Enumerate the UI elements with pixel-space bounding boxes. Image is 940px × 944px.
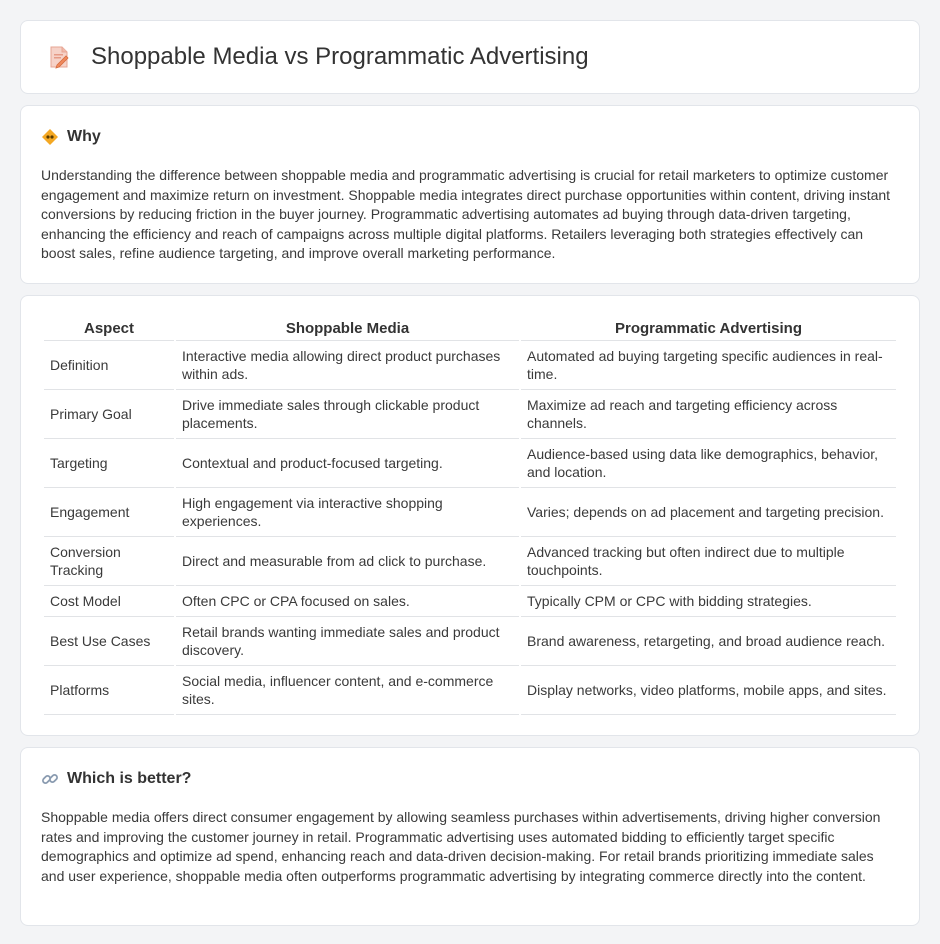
- document-pencil-icon: [47, 45, 71, 69]
- row-programmatic: Advanced tracking but often indirect due to multiple touchpoints.: [521, 537, 896, 586]
- row-shoppable: Drive immediate sales through clickable product placements.: [176, 390, 519, 439]
- comparison-table: [42, 317, 898, 715]
- row-aspect: Conversion Tracking: [44, 537, 174, 586]
- row-programmatic: Typically CPM or CPC with bidding strategies.: [521, 586, 896, 617]
- better-text: Shoppable media offers direct consumer engagement by allowing seamless purchases within advertisements, driving higher conversion rates and improving the customer journey in retail. Programmatic advertising uses automated bidding to efficiently target specific demographics and optimize ad spend, enhancing reach and data-driven decision-making. For retail brands prioritizing immediate sales and user experience, shoppable media often outperforms programmatic advertising by integrating commerce directly into the content.: [41, 809, 881, 884]
- table-row: [44, 537, 896, 586]
- row-aspect: Targeting: [44, 439, 174, 488]
- row-programmatic: Display networks, video platforms, mobile apps, and sites.: [521, 666, 896, 715]
- row-aspect: Cost Model: [44, 586, 174, 617]
- row-shoppable: Social media, influencer content, and e-commerce sites.: [176, 666, 519, 715]
- comparison-card: [20, 295, 920, 736]
- row-shoppable: Direct and measurable from ad click to purchase.: [176, 537, 519, 586]
- row-programmatic: Varies; depends on ad placement and targeting precision.: [521, 488, 896, 537]
- better-heading: Which is better?: [67, 770, 192, 787]
- why-section: [20, 105, 920, 284]
- header-aspect: Aspect: [44, 317, 174, 341]
- table-row: [44, 666, 896, 715]
- table-row: [44, 617, 896, 666]
- row-aspect: Primary Goal: [44, 390, 174, 439]
- row-programmatic: Automated ad buying targeting specific audiences in real-time.: [521, 341, 896, 390]
- table-row: [44, 488, 896, 537]
- diamond-warning-icon: [41, 128, 59, 146]
- table-row: [44, 341, 896, 390]
- header-programmatic-advertising: Programmatic Advertising: [521, 317, 896, 341]
- row-aspect: Definition: [44, 341, 174, 390]
- why-heading: Why: [67, 128, 101, 145]
- page-title: Shoppable Media vs Programmatic Advertising: [91, 43, 589, 70]
- table-row: [44, 586, 896, 617]
- table-row: [44, 439, 896, 488]
- header-shoppable-media: Shoppable Media: [176, 317, 519, 341]
- row-shoppable: Contextual and product-focused targeting.: [176, 439, 519, 488]
- row-programmatic: Brand awareness, retargeting, and broad audience reach.: [521, 617, 896, 666]
- row-aspect: Engagement: [44, 488, 174, 537]
- title-card: [20, 20, 920, 94]
- row-shoppable: Interactive media allowing direct product purchases within ads.: [176, 341, 519, 390]
- row-shoppable: Retail brands wanting immediate sales and product discovery.: [176, 617, 519, 666]
- link-icon: [41, 770, 59, 788]
- row-programmatic: Audience-based using data like demographics, behavior, and location.: [521, 439, 896, 488]
- row-aspect: Best Use Cases: [44, 617, 174, 666]
- row-programmatic: Maximize ad reach and targeting efficiency across channels.: [521, 390, 896, 439]
- which-is-better-section: [20, 747, 920, 926]
- row-shoppable: High engagement via interactive shopping experiences.: [176, 488, 519, 537]
- row-shoppable: Often CPC or CPA focused on sales.: [176, 586, 519, 617]
- row-aspect: Platforms: [44, 666, 174, 715]
- table-row: [44, 390, 896, 439]
- why-text: Understanding the difference between shoppable media and programmatic advertising is crucial for retail marketers to optimize customer engagement and maximize return on investment. Shoppable media integrates direct purchase opportunities within content, driving instant conversions by reducing friction in the buyer journey. Programmatic advertising automates ad buying through data-driven targeting, enhancing the efficiency and reach of campaigns across multiple digital platforms. Retailers leveraging both strategies effectively can boost sales, refine audience targeting, and improve overall marketing performance.: [41, 167, 891, 262]
